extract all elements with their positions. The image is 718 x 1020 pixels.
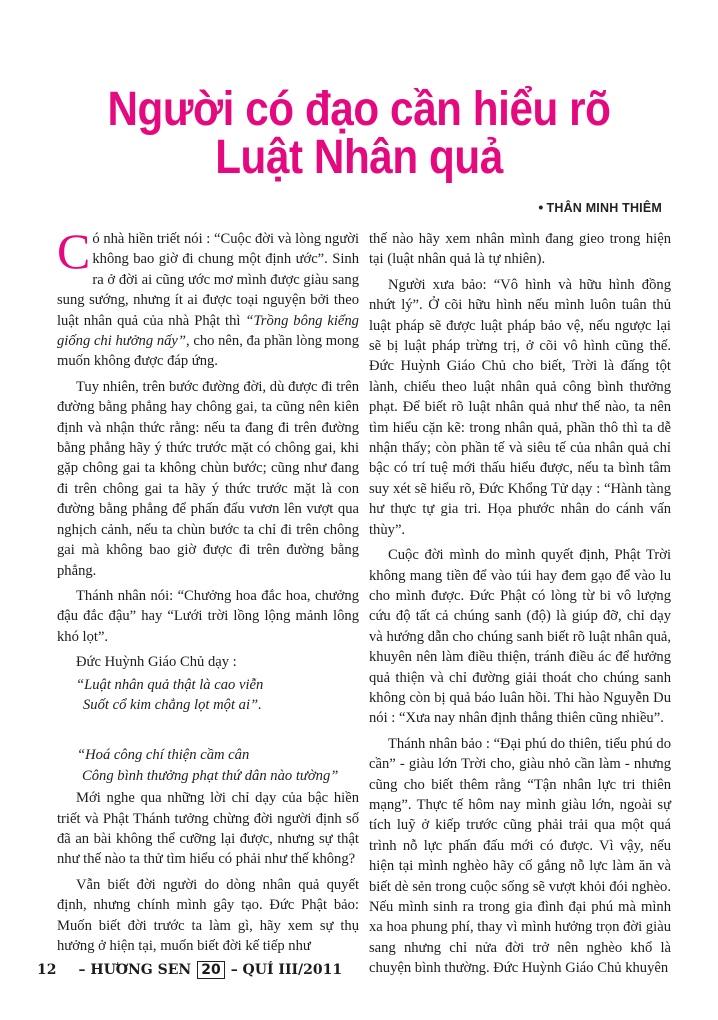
page-number: 12 — [37, 962, 57, 978]
paragraph: Mới nghe qua những lời chỉ dạy của bậc hiền triết và Phật Thánh tưởng chừng đời người định số đã an bài không thể cưỡng lại được, nhưng sự thật như thế nào ta thử tìm hiểu có phải như thế không? — [57, 790, 359, 868]
paragraph-text: ó nhà hiền triết nói : “Cuộc đời và lòng người không bao giờ đi chung một định ước”. Sinh ra ở đời ai cũng ước mơ mình được giàu sang sung sướng, nhưng ít ai được toại nguyện bởi theo luật nhân quả của nhà Phật thì — [57, 231, 359, 329]
paragraph-text: , cho nên, đa phần lòng mong muốn không được đáp ứng. — [57, 333, 359, 370]
bullet-icon: • — [538, 199, 544, 215]
paragraph: Thánh nhân bảo : “Đại phú do thiên, tiểu phú do cần” - giàu lớn Trời cho, giàu nhỏ cần làm - nhưng cũng cho biết thêm rằng “Tận nhân lực tri thiên mạng”. Thực tế hôm nay mình giàu lớn, ngoài sự tích luỹ ở kiếp trước cũng phải trải qua một quá trình nỗ lực phấn đấu mới có được. Vì vậy, nếu hiện tại mình nghèo hãy cố gắng nỗ lực làm ăn và biết dè sẻn trong cuộc sống sẽ vượt khỏi đói nghèo. Nếu mình sinh ra trong gia đình đại phú mà mình xa hoa phung phí, thay vì mình hưởng trọn đời giàu sang nhưng chỉ nửa đời trở nên nghèo khổ là chuyện bình thường. Đức Huỳnh Giáo Chủ khuyên — [369, 735, 671, 977]
article-title-line-1: Người có đạo cần hiểu rõ — [107, 83, 611, 136]
paragraph: Tuy nhiên, trên bước đường đời, dù được đi trên đường bằng phẳng hay chông gai, ta cũng nên kiên định và nhận thức rằng: nếu ta đang đi trên đường bằng phẳng hãy ý thức trước mặt có chông gai, khi gặp chông gai ta không chùn bước; cũng như đang đi trên chông gai ta hãy ý thức trước mặt là con đường bằng phẳng để phấn đấu vươn lên vượt qua nghịch cảnh, nếu ta chùn bước ta chỉ đi trên chông gai mà không bao giờ được đi trên đường bằng phẳng. — [57, 378, 359, 579]
verse-line: “Hoá công chí thiện cầm cân — [77, 747, 250, 764]
verse-line: “Luật nhân quả thật là cao viễn — [76, 676, 264, 693]
paragraph — [57, 223, 359, 372]
author-byline — [538, 199, 662, 215]
author-name: THÂN MINH THIÊM — [546, 201, 662, 215]
quote-italic: “Trồng bông kiểng giống chi hưởng nấy” — [57, 312, 359, 350]
page-footer — [37, 961, 342, 979]
paragraph: thế nào hãy xem nhân mình đang gieo trong hiện tại (luật nhân quả là tự nhiên). — [369, 231, 671, 268]
paragraph: Đức Huỳnh Giáo Chủ dạy : — [76, 654, 237, 671]
paragraph: Người xưa bảo: “Vô hình và hữu hình đồng nhứt lý”. Ở cõi hữu hình nếu mình luôn tuân thủ luật pháp sẽ được luật pháp bảo vệ, nếu ngược lại sẽ bị luật pháp trừng trị, ở cõi vô hình cũng thế. Đức Huỳnh Giáo Chủ cho biết, Trời là đấng tột lành, chiếu theo luật nhân quả công bình thưởng phạt. Để biết rõ luật nhân quả như thế nào, ta nên tìm hiểu cặn kẽ: trong nhân quả, phần thô thì ta dễ nhận thấy; còn phần tế và siêu tế của nhân quả chỉ bậc có trí tuệ mới thấu hiểu được, nếu ta bình tâm suy xét sẽ hiểu rõ, Đức Khổng Tử dạy : “Hành tàng hư thực tự gia tri. Họa phước nhân do cánh vấn thùy”. — [369, 276, 671, 538]
article-title — [43, 83, 675, 184]
issue-number-box: 20 — [197, 961, 224, 979]
left-column — [57, 223, 359, 961]
paragraph: Cuộc đời mình do mình quyết định, Phật Trời không mang tiền để vào túi hay đem gạo để vào lu cho mình được. Đức Phật có lòng từ bi vô lượng cứu độ tất cả chúng sanh (độ) là giúp đỡ, chỉ dạy và hướng dẫn cho chúng sanh biết rõ luật nhân quả, khuyên nên làm điều thiện, tránh điều ác để hưởng quả thiện và chỉ đường giải thoát cho chúng sanh không còn bị quả báo luân hồi. Thi hào Nguyễn Du nói : “Xưa nay nhân định thắng thiên cũng nhiều”. — [369, 547, 671, 727]
right-column — [369, 229, 671, 984]
publication-period: – QUÍ III/2011 — [230, 962, 343, 978]
drop-cap: C — [57, 223, 91, 279]
verse-line: Công bình thưởng phạt thứ dân nào tường” — [82, 767, 339, 784]
article-title-line-2: Luật Nhân quả — [215, 131, 503, 184]
paragraph: Vẫn biết đời người do dòng nhân quả quyết định, nhưng chính mình gây tạo. Đức Phật bảo: Muốn biết đời trước ta làm gì, hãy xem sự thụ hưởng ở hiện tại, muốn biết đời kế tiếp như — [57, 876, 359, 954]
verse-line: Suốt cổ kim chẳng lọt một ai”. — [83, 696, 262, 713]
paragraph: Thánh nhân nói: “Chưởng hoa đắc hoa, chưởng đậu đắc đậu” hay “Lưới trời lồng lộng mảnh lông khó lọt”. — [57, 587, 359, 645]
publication-name: – HƯƠNG SEN — [78, 962, 192, 978]
